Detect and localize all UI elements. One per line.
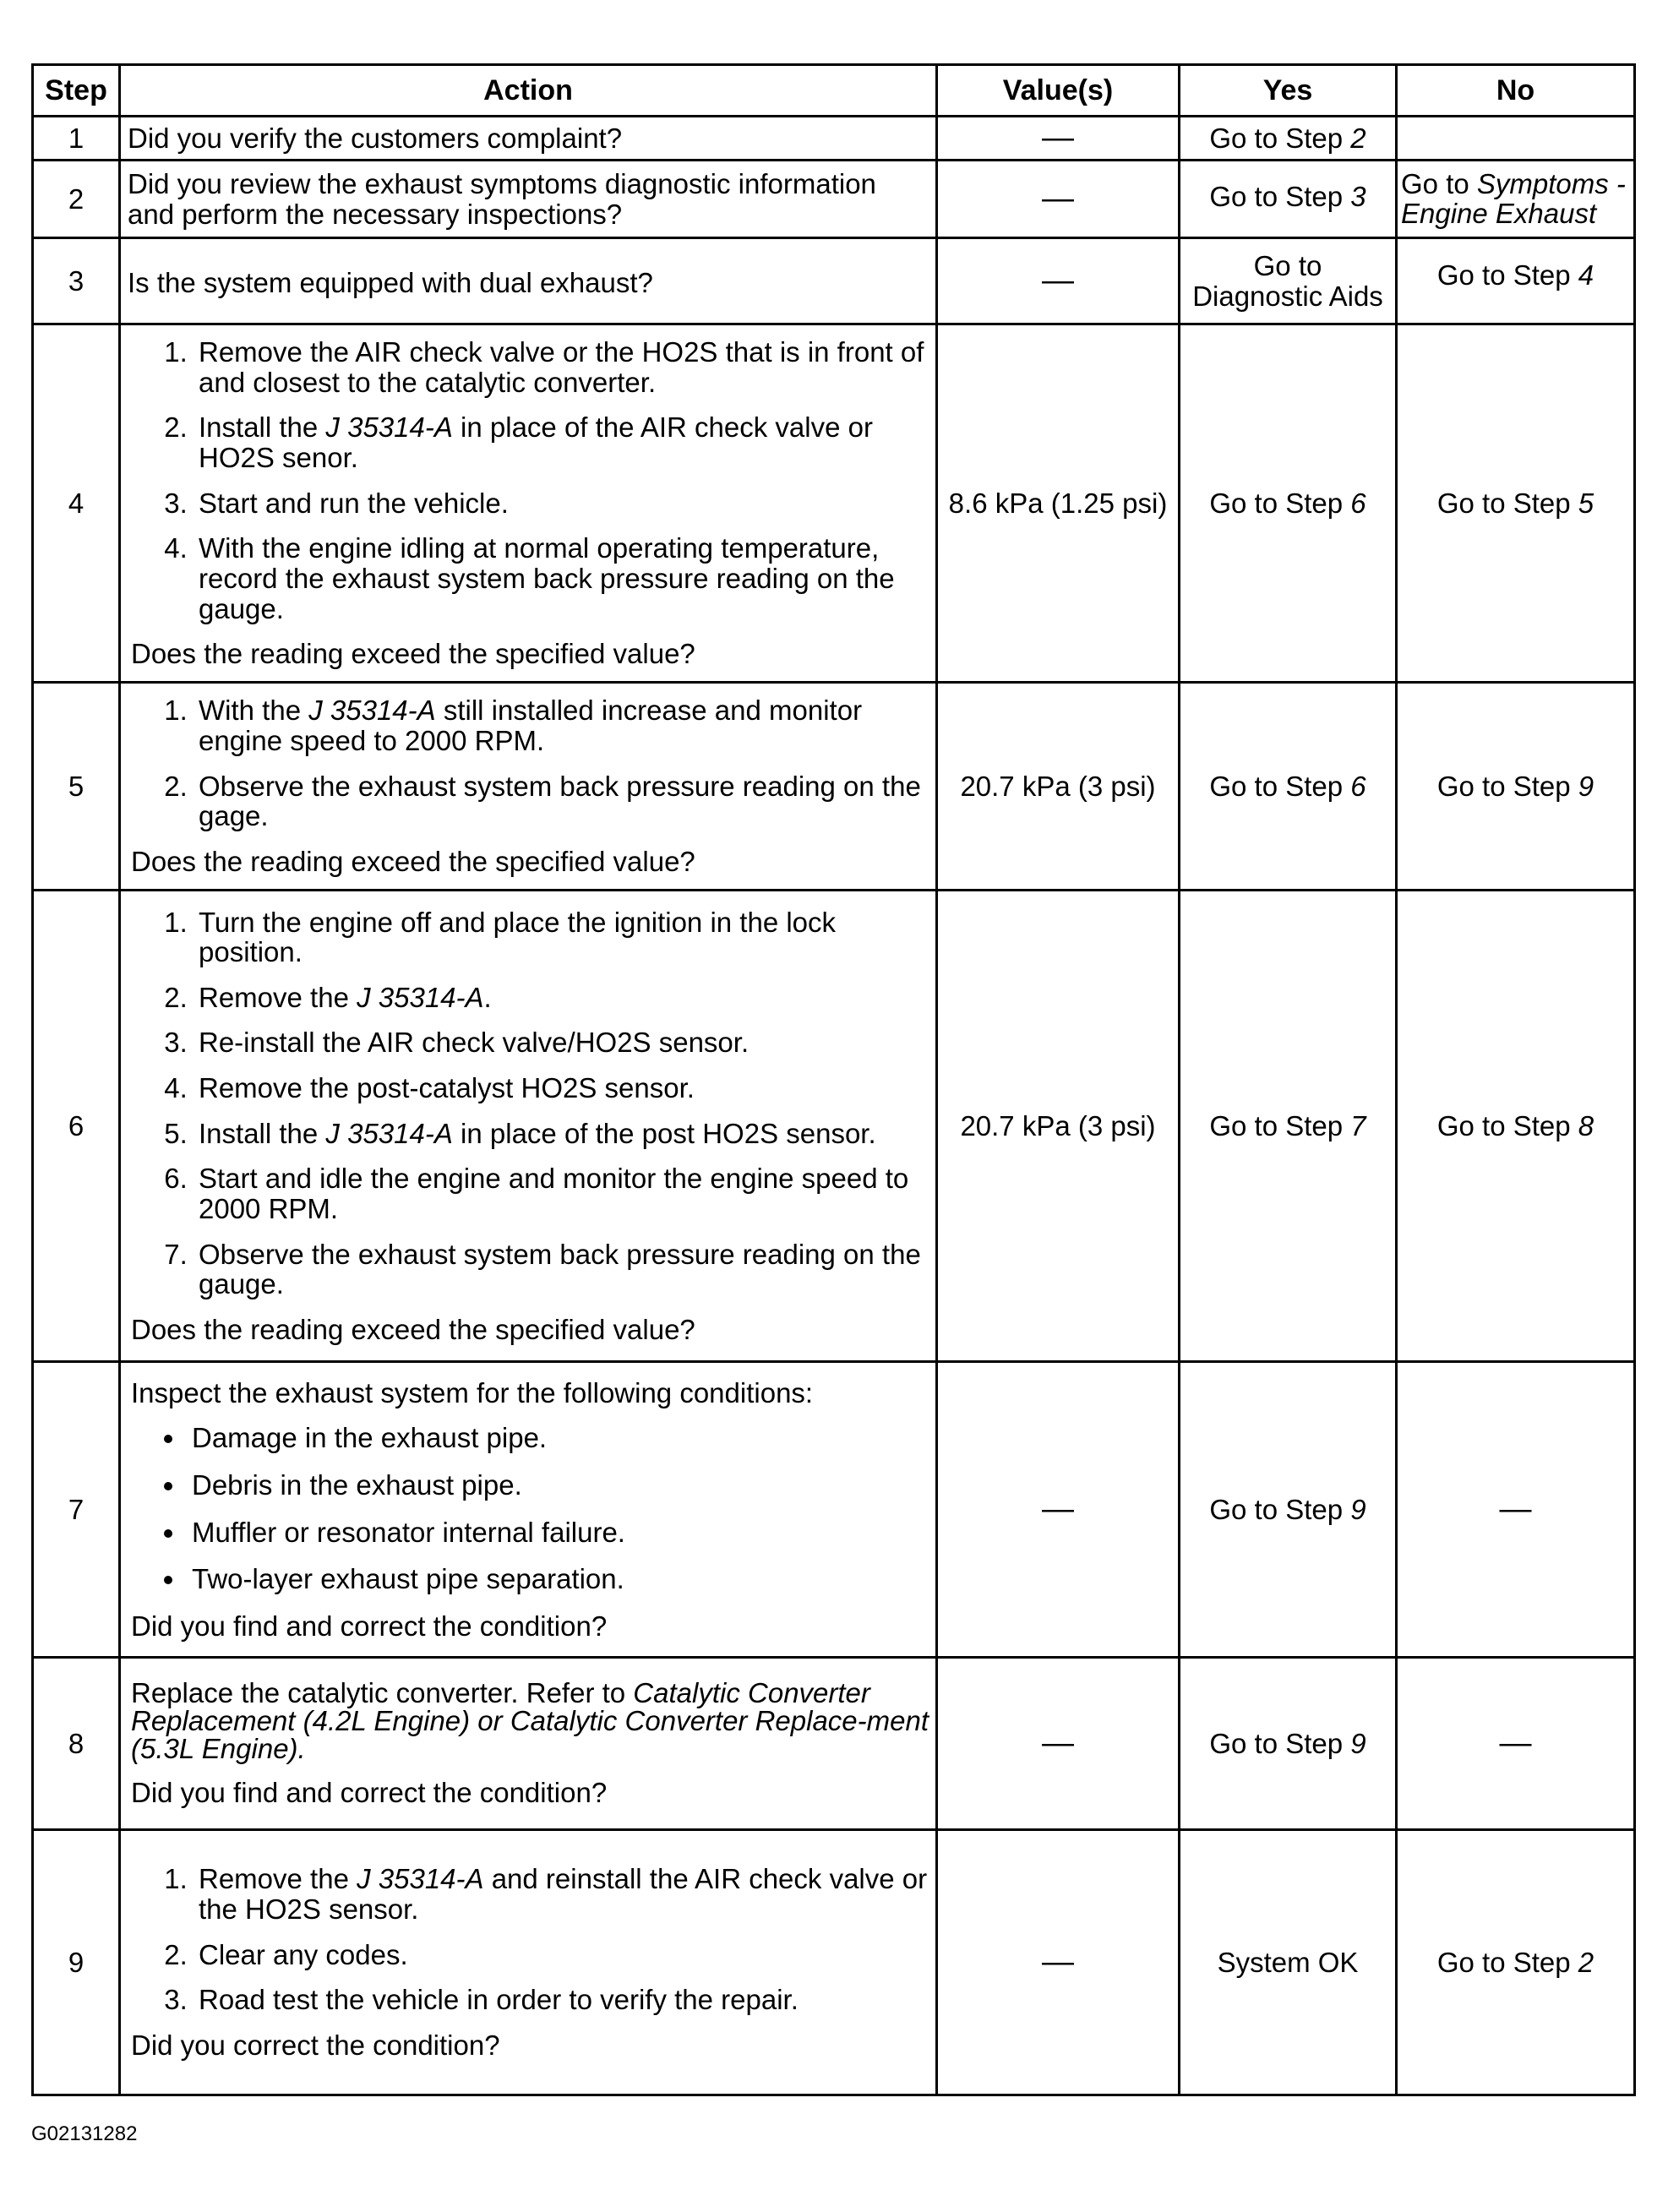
step-link[interactable]: 4 bbox=[1578, 259, 1594, 291]
yes-cell bbox=[1180, 161, 1397, 238]
lead-text: Inspect the exhaust system for the following conditions: bbox=[131, 1376, 814, 1408]
text: Install the bbox=[199, 411, 326, 444]
step-link[interactable]: 9 bbox=[1350, 1493, 1366, 1525]
question: Does the reading exceed the specified value? bbox=[131, 638, 695, 670]
step-link[interactable]: 6 bbox=[1350, 487, 1366, 519]
table-row bbox=[33, 324, 1635, 683]
no-cell bbox=[1397, 161, 1635, 238]
yes-cell bbox=[1180, 1658, 1397, 1830]
tool-ref: J 35314-A bbox=[308, 695, 436, 727]
yes-cell bbox=[1180, 1362, 1397, 1658]
header-row bbox=[33, 65, 1635, 117]
list-item: • Muffler or resonator internal failure. bbox=[187, 1517, 929, 1548]
yes-cell: System OK bbox=[1180, 1830, 1397, 2095]
question: Does the reading exceed the specified value? bbox=[131, 845, 695, 877]
list-item: 2. Observe the exhaust system back pressure reading on the gage. bbox=[195, 771, 929, 831]
yes-text: Go to Step bbox=[1209, 770, 1351, 802]
figure-id: G02131282 bbox=[31, 2122, 138, 2145]
header-values: Value(s) bbox=[937, 65, 1180, 117]
instruction-list bbox=[128, 337, 929, 624]
list-item: • Two-layer exhaust pipe separation. bbox=[187, 1564, 929, 1594]
action-text: Did you review the exhaust symptoms diagnostic information and perform the necessary inspections? bbox=[120, 161, 937, 238]
step-number: 6 bbox=[33, 891, 120, 1362]
step-link[interactable]: 2 bbox=[1350, 122, 1366, 154]
tool-ref: J 35314-A bbox=[325, 1117, 453, 1149]
tool-ref: J 35314-A bbox=[325, 411, 453, 444]
table-row bbox=[33, 117, 1635, 161]
instruction-list bbox=[128, 907, 929, 1299]
no-text: Go to bbox=[1401, 167, 1477, 199]
question: Did you find and correct the condition? bbox=[131, 1777, 608, 1809]
value-cell: — bbox=[937, 1830, 1180, 2095]
no-cell bbox=[1397, 324, 1635, 683]
no-cell bbox=[1397, 891, 1635, 1362]
yes-text: Go to Step bbox=[1209, 1727, 1351, 1759]
action-text: Did you verify the customers complaint? bbox=[120, 117, 937, 161]
step-number: 4 bbox=[33, 324, 120, 683]
no-text: Go to Step bbox=[1436, 1109, 1578, 1141]
step-link[interactable]: 7 bbox=[1350, 1109, 1366, 1141]
value-cell: — bbox=[937, 238, 1180, 324]
action-cell bbox=[120, 1658, 937, 1830]
header-no: No bbox=[1397, 65, 1635, 117]
step-number: 8 bbox=[33, 1658, 120, 1830]
text: Remove the bbox=[199, 1863, 357, 1895]
list-item bbox=[195, 412, 929, 472]
list-item bbox=[195, 1119, 929, 1149]
list-item bbox=[195, 983, 929, 1013]
text: in place of the AIR check valve or HO2S senor. bbox=[199, 411, 873, 474]
action-cell bbox=[120, 683, 937, 891]
value-cell: — bbox=[937, 1362, 1180, 1658]
list-item bbox=[195, 695, 929, 755]
action-cell bbox=[120, 1362, 937, 1658]
value-cell: — bbox=[937, 161, 1180, 238]
no-cell: — bbox=[1397, 1362, 1635, 1658]
procedure-link[interactable]: Catalytic Converter Replacement (4.2L Engine) or Catalytic Converter Replace-ment (5.3L Engine). bbox=[131, 1677, 929, 1765]
yes-cell bbox=[1180, 891, 1397, 1362]
condition-list bbox=[128, 1423, 929, 1594]
table-row bbox=[33, 161, 1635, 238]
step-number: 7 bbox=[33, 1362, 120, 1658]
no-cell bbox=[1397, 1830, 1635, 2095]
text: . bbox=[483, 981, 492, 1013]
list-item bbox=[195, 1864, 929, 1924]
list-item: 4. With the engine idling at normal operating temperature, record the exhaust system back pressure reading on the gauge. bbox=[195, 533, 929, 624]
list-item: • Damage in the exhaust pipe. bbox=[187, 1423, 929, 1453]
step-number: 9 bbox=[33, 1830, 120, 2095]
action-cell bbox=[120, 891, 937, 1362]
text: still installed increase and monitor engine speed to 2000 RPM. bbox=[199, 695, 863, 757]
no-text: Go to Step bbox=[1436, 770, 1578, 802]
yes-cell bbox=[1180, 683, 1397, 891]
list-item: 3. Start and run the vehicle. bbox=[195, 488, 929, 519]
step-link[interactable]: 8 bbox=[1578, 1109, 1594, 1141]
no-text: Go to Step bbox=[1436, 487, 1578, 519]
header-action: Action bbox=[120, 65, 937, 117]
list-item: 2. Clear any codes. bbox=[195, 1940, 929, 1970]
tool-ref: J 35314-A bbox=[357, 981, 484, 1013]
step-link[interactable]: 9 bbox=[1350, 1727, 1366, 1759]
list-item: 1. Remove the AIR check valve or the HO2S that is in front of and closest to the catalytic converter. bbox=[195, 337, 929, 397]
yes-text: Go to Step bbox=[1209, 122, 1351, 154]
list-item: 1. Turn the engine off and place the ignition in the lock position. bbox=[195, 907, 929, 967]
action-text: Is the system equipped with dual exhaust? bbox=[120, 238, 937, 324]
table-row bbox=[33, 1362, 1635, 1658]
step-link[interactable]: 3 bbox=[1350, 180, 1366, 212]
step-number: 5 bbox=[33, 683, 120, 891]
step-number: 2 bbox=[33, 161, 120, 238]
symptoms-link[interactable]: Symptoms - Engine Exhaust bbox=[1401, 167, 1626, 229]
yes-text: Go to bbox=[1253, 249, 1322, 281]
instruction-list bbox=[128, 1864, 929, 2015]
text: and reinstall the AIR check valve or the HO2S sensor. bbox=[199, 1863, 928, 1926]
header-yes: Yes bbox=[1180, 65, 1397, 117]
no-text: Go to Step bbox=[1436, 259, 1578, 291]
list-item: 3. Road test the vehicle in order to verify the repair. bbox=[195, 1985, 929, 2015]
step-link[interactable]: 9 bbox=[1578, 770, 1594, 802]
instruction-list bbox=[128, 695, 929, 831]
yes-text: Go to Step bbox=[1209, 1493, 1351, 1525]
text: Remove the bbox=[199, 981, 357, 1013]
action-cell bbox=[120, 1830, 937, 2095]
value-cell: 20.7 kPa (3 psi) bbox=[937, 683, 1180, 891]
question: Does the reading exceed the specified value? bbox=[131, 1313, 695, 1345]
table-row bbox=[33, 238, 1635, 324]
table-row bbox=[33, 1658, 1635, 1830]
no-cell bbox=[1397, 238, 1635, 324]
step-link[interactable]: 6 bbox=[1350, 770, 1366, 802]
text: in place of the post HO2S sensor. bbox=[452, 1117, 876, 1149]
diagnostic-aids-link[interactable]: Diagnostic Aids bbox=[1192, 280, 1383, 312]
text: Install the bbox=[199, 1117, 326, 1149]
diagnostic-table bbox=[31, 63, 1636, 2096]
table-row bbox=[33, 1830, 1635, 2095]
tool-ref: J 35314-A bbox=[357, 1863, 484, 1895]
yes-text: Go to Step bbox=[1209, 487, 1351, 519]
no-cell bbox=[1397, 117, 1635, 161]
header-step: Step bbox=[33, 65, 120, 117]
list-item: 7. Observe the exhaust system back pressure reading on the gauge. bbox=[195, 1239, 929, 1299]
value-cell: — bbox=[937, 1658, 1180, 1830]
no-text: Go to Step bbox=[1436, 1946, 1578, 1978]
list-item: 3. Re-install the AIR check valve/HO2S sensor. bbox=[195, 1027, 929, 1058]
value-cell: — bbox=[937, 117, 1180, 161]
step-number: 1 bbox=[33, 117, 120, 161]
text: With the bbox=[199, 695, 309, 727]
text: Replace the catalytic converter. Refer to bbox=[131, 1677, 634, 1709]
yes-text: Go to Step bbox=[1209, 180, 1351, 212]
question: Did you find and correct the condition? bbox=[131, 1610, 608, 1642]
table-row bbox=[33, 683, 1635, 891]
step-link[interactable]: 5 bbox=[1578, 487, 1594, 519]
table-row bbox=[33, 891, 1635, 1362]
action-cell bbox=[120, 324, 937, 683]
no-cell bbox=[1397, 683, 1635, 891]
step-link[interactable]: 2 bbox=[1578, 1946, 1594, 1978]
yes-cell bbox=[1180, 117, 1397, 161]
yes-cell bbox=[1180, 324, 1397, 683]
list-item: 6. Start and idle the engine and monitor the engine speed to 2000 RPM. bbox=[195, 1163, 929, 1223]
value-cell: 20.7 kPa (3 psi) bbox=[937, 891, 1180, 1362]
lead-text bbox=[128, 1679, 929, 1763]
no-cell: — bbox=[1397, 1658, 1635, 1830]
yes-text: Go to Step bbox=[1209, 1109, 1351, 1141]
list-item: • Debris in the exhaust pipe. bbox=[187, 1470, 929, 1501]
question: Did you correct the condition? bbox=[131, 2029, 500, 2061]
value-cell: 8.6 kPa (1.25 psi) bbox=[937, 324, 1180, 683]
step-number: 3 bbox=[33, 238, 120, 324]
yes-cell bbox=[1180, 238, 1397, 324]
list-item: 4. Remove the post-catalyst HO2S sensor. bbox=[195, 1073, 929, 1103]
